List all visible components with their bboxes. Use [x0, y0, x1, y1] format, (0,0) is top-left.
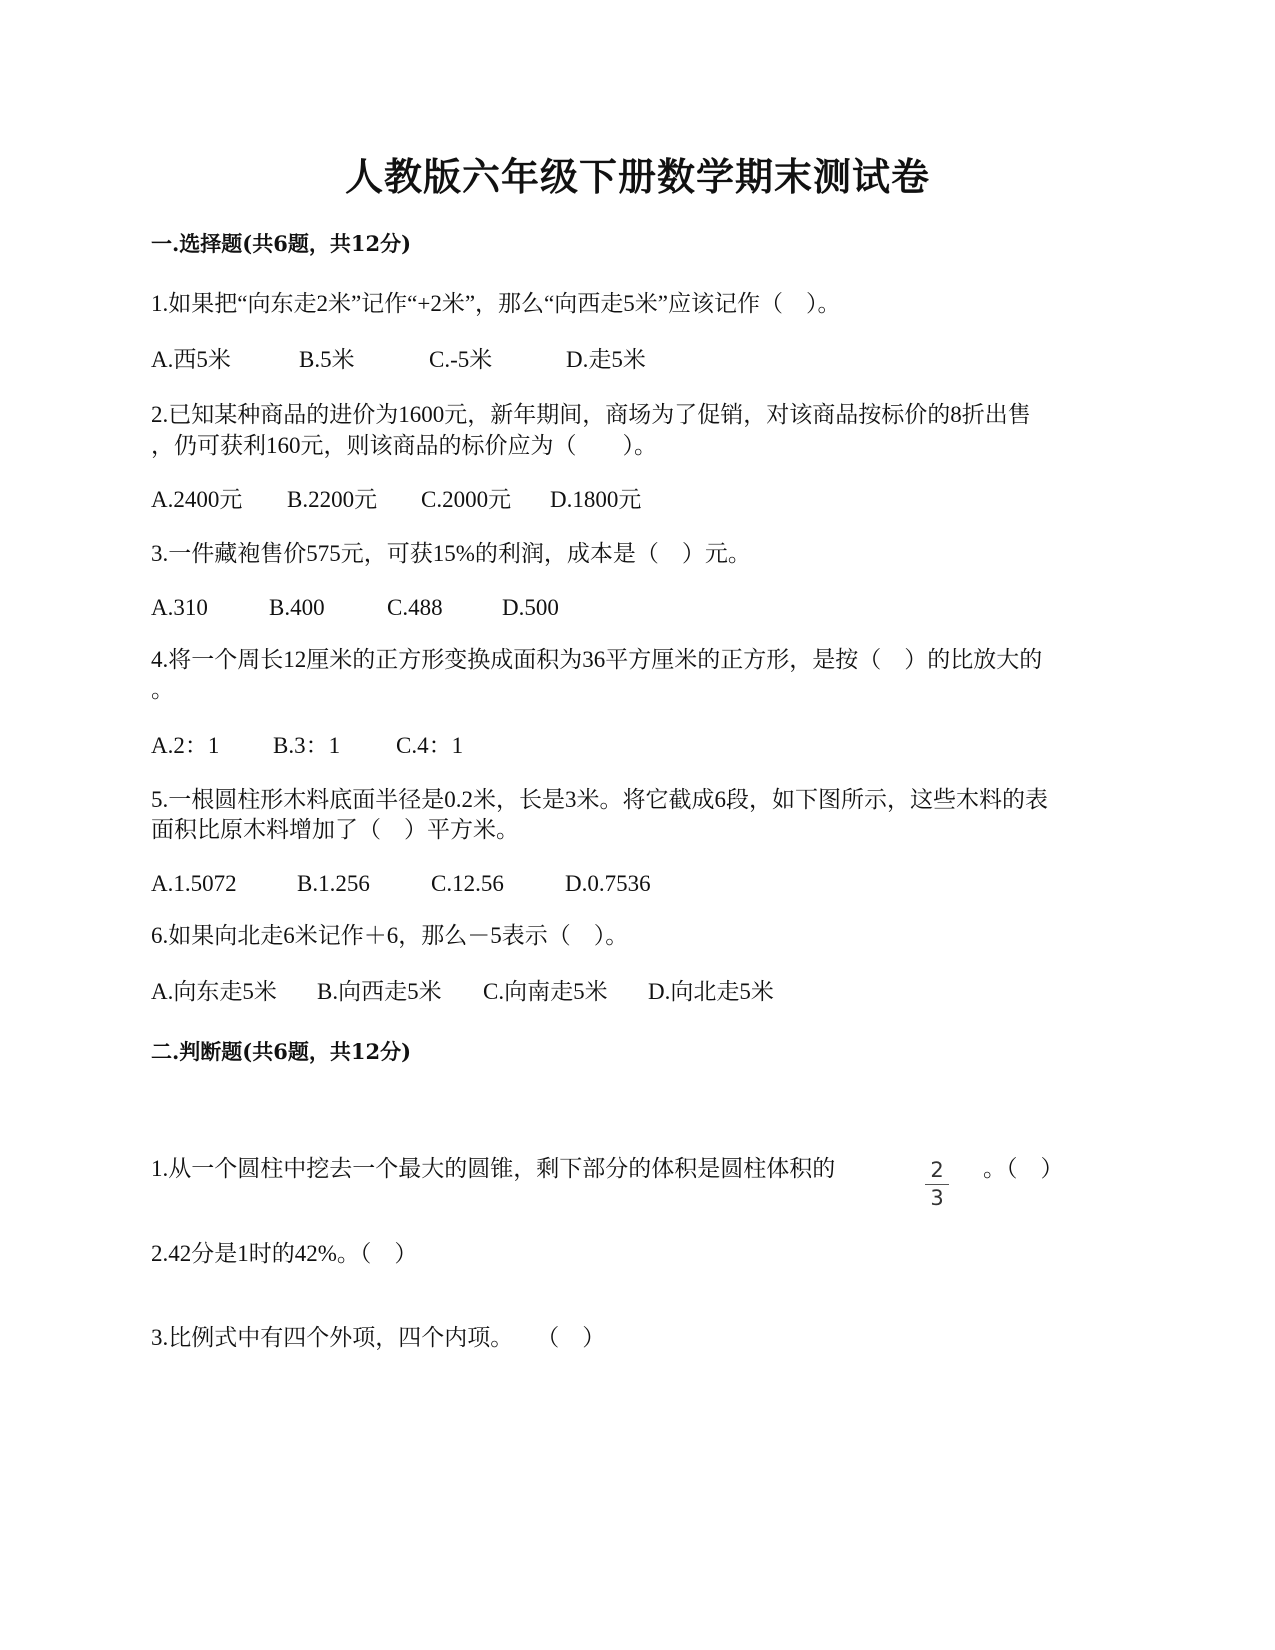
question-5-line-1: 5.一根圆柱形木料底面半径是0.2米，长是3米。将它截成6段，如下图所示，这些木料的表	[151, 787, 1048, 812]
question-6-options	[151, 980, 774, 1003]
option-b: B.2200元	[287, 487, 378, 512]
section-heading-choice: 一.选择题(共6题，共12分)	[151, 231, 412, 256]
option-b: B.400	[269, 595, 325, 620]
option-b: B.1.256	[297, 871, 370, 896]
option-c: C.488	[387, 595, 443, 620]
option-d: D.500	[502, 595, 559, 620]
page-title: 人教版六年级下册数学期末测试卷	[344, 154, 930, 199]
fraction-denominator: 3	[930, 1186, 944, 1210]
judgement-1-tail: 。（ ）	[983, 1156, 1064, 1181]
question-6-text: 6.如果向北走6米记作＋6，那么－5表示（ ）。	[151, 923, 629, 948]
question-2-options	[151, 488, 641, 511]
option-d: D.走5米	[566, 347, 646, 372]
fraction-bar	[925, 1184, 949, 1185]
question-4-line-2: 。	[151, 677, 174, 702]
option-a: A.向东走5米	[151, 979, 277, 1004]
option-a: A.1.5072	[151, 871, 237, 896]
question-3-text: 3.一件藏袍售价575元，可获15%的利润，成本是（ ）元。	[151, 541, 751, 566]
option-b: B.3：1	[273, 733, 341, 758]
option-b: B.5米	[299, 347, 355, 372]
option-d: D.0.7536	[565, 871, 651, 896]
judgement-1-text: 1.从一个圆柱中挖去一个最大的圆锥，剩下部分的体积是圆柱体积的	[151, 1156, 836, 1181]
fraction-two-thirds	[923, 1160, 951, 1209]
option-c: C.4：1	[396, 733, 464, 758]
question-2-line-1: 2.已知某种商品的进价为1600元，新年期间，商场为了促销，对该商品按标价的8折出售	[151, 402, 1031, 427]
option-a: A.西5米	[151, 347, 231, 372]
option-b: B.向西走5米	[317, 979, 442, 1004]
question-3-options	[151, 596, 559, 619]
question-5-line-2: 面积比原木料增加了（ ）平方米。	[151, 817, 519, 842]
judgement-3-text: 3.比例式中有四个外项，四个内项。 （ ）	[151, 1325, 606, 1350]
question-1-options	[151, 348, 646, 371]
question-4-line-1: 4.将一个周长12厘米的正方形变换成面积为36平方厘米的正方形，是按（ ）的比放大的	[151, 647, 1043, 672]
option-d: D.向北走5米	[648, 979, 774, 1004]
option-a: A.310	[151, 595, 208, 620]
section-heading-judgement: 二.判断题(共6题，共12分)	[151, 1039, 412, 1064]
option-d: D.1800元	[550, 487, 642, 512]
question-4-options	[151, 734, 463, 757]
question-2-line-2: ，仍可获利160元，则该商品的标价应为（ ）。	[151, 433, 657, 458]
option-c: C.2000元	[421, 487, 512, 512]
option-c: C.-5米	[429, 347, 493, 372]
fraction-numerator: 2	[930, 1158, 944, 1182]
option-c: C.12.56	[431, 871, 504, 896]
question-1-text: 1.如果把“向东走2米”记作“+2米”，那么“向西走5米”应该记作（ ）。	[151, 291, 841, 316]
option-a: A.2400元	[151, 487, 243, 512]
option-c: C.向南走5米	[483, 979, 608, 1004]
judgement-2-text: 2.42分是1时的42%。（ ）	[151, 1241, 418, 1266]
question-5-options	[151, 872, 651, 895]
option-a: A.2：1	[151, 733, 220, 758]
